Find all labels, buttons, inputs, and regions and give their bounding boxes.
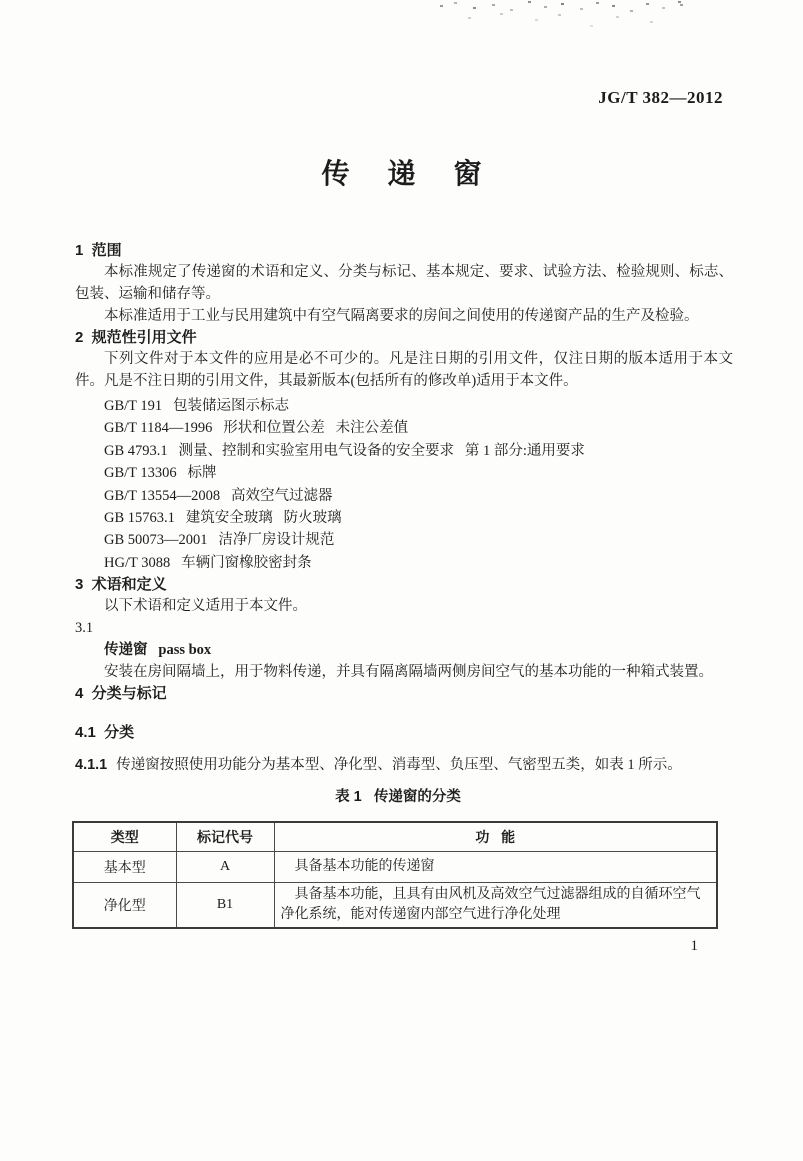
classification-table: [72, 821, 718, 929]
section-2-heading: 2 规范性引用文件: [75, 329, 197, 346]
section-4-1-heading: 4.1 分类: [75, 724, 135, 742]
cell-function: 具备基本功能的传递窗: [274, 852, 717, 883]
reference-item: GB/T 13306 标牌: [104, 465, 217, 482]
standard-code: JG/T 382—2012: [598, 88, 723, 107]
cell-function: 具备基本功能，且具有由风机及高效空气过滤器组成的自循环空气净化系统，能对传递窗内部空气进行净化处理: [274, 883, 717, 929]
section-3-heading: 3 术语和定义: [75, 576, 167, 594]
clause-number: 4.1.1: [75, 757, 108, 774]
cell-code: B1: [176, 883, 274, 929]
clause-4-1-1: [75, 754, 733, 776]
document-body: [75, 240, 733, 929]
reference-item: GB/T 13554—2008 高效空气过滤器: [104, 487, 333, 504]
header-cell-code: 标记代号: [176, 822, 274, 852]
reference-item: GB/T 191 包装储运图示标志: [104, 398, 290, 414]
reference-item: GB/T 1184—1996 形状和位置公差 未注公差值: [104, 420, 409, 437]
table-1-caption: 表 1 传递窗的分类: [335, 789, 461, 806]
header-cell-type: 类型: [73, 822, 176, 852]
reference-item: GB 4793.1 测量、控制和实验室用电气设备的安全要求 第 1 部分:通用要求: [104, 442, 585, 459]
reference-item: HG/T 3088 车辆门窗橡胶密封条: [104, 554, 312, 571]
table-row: [73, 883, 717, 929]
header-cell-function: 功 能: [274, 822, 717, 852]
section-1-heading: 1 范围: [75, 242, 122, 259]
reference-list: [75, 395, 733, 574]
document-title: 传递窗: [321, 159, 520, 190]
clause-text: 传递窗按照使用功能分为基本型、净化型、消毒型、负压型、气密型五类，如表 1 所示。: [116, 757, 682, 774]
term-number: 3.1: [75, 620, 94, 637]
section-4-heading: 4 分类与标记: [75, 685, 167, 703]
table-row: [73, 852, 717, 883]
reference-item: GB 50073—2001 洁净厂房设计规范: [104, 532, 335, 549]
term-definition: 安装在房间隔墙上，用于物料传递，并具有隔离隔墙两侧房间空气的基本功能的一种箱式装置。: [104, 664, 713, 681]
terms-intro: 以下术语和定义适用于本文件。: [104, 598, 307, 615]
cell-type: 基本型: [73, 852, 176, 883]
cell-code: A: [176, 852, 274, 883]
page-number: 1: [690, 938, 698, 955]
scan-noise-artifacts: [0, 0, 803, 36]
section-2-paragraph: 下列文件对于本文件的应用是必不可少的。凡是注日期的引用文件，仅注日期的版本适用于本文件。凡是不注日期的引用文件，其最新版本(包括所有的修改单)适用于本文件。: [75, 351, 733, 389]
section-1-paragraph-1: 本标准规定了传递窗的术语和定义、分类与标记、基本规定、要求、试验方法、检验规则、标志、包装、运输和储存等。: [75, 264, 733, 302]
reference-item: GB 15763.1 建筑安全玻璃 防火玻璃: [104, 510, 342, 527]
cell-type: 净化型: [73, 883, 176, 929]
section-1-paragraph-2: 本标准适用于工业与民用建筑中有空气隔离要求的房间之间使用的传递窗产品的生产及检验。: [104, 308, 699, 324]
term-name: 传递窗 pass box: [104, 642, 212, 659]
table-header-row: [73, 822, 717, 852]
